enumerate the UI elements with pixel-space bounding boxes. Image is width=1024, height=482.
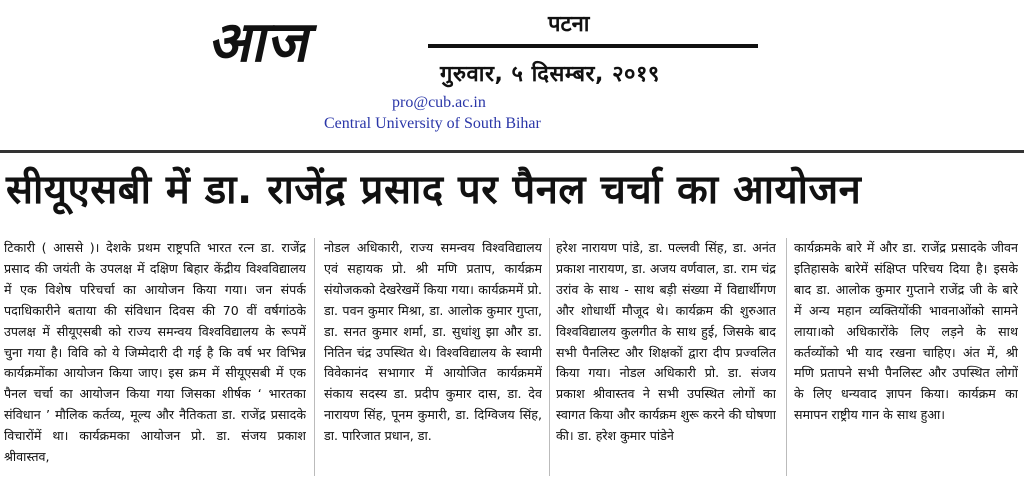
newspaper-masthead-logo <box>205 6 412 80</box>
edition-city: पटना <box>548 12 590 37</box>
column-divider <box>786 238 787 476</box>
article-column-2: नोडल अधिकारी, राज्य समन्वय विश्वविद्यालय एवं सहायक प्रो. श्री मणि प्रताप, कार्यक्रम संयोजकको देखरेखमें किया गया। कार्यक्रममें प्रो. डा. पवन कुमार मिश्रा, डा. आलोक कुमार गुप्ता, डा. सनत कुमार शर्मा, डा. सुधांशु झा और डा. नितिन चंद्र उपस्थित थे। विश्वविद्यालय के स्वामी विवेकानंद सभागार में आयोजित कार्यक्रममें संकाय सदस्य डा. प्रदीप कुमार दास, डा. देव नारायण सिंह, पूनम कुमारी, डा. दिग्विजय सिंह, डा. पारिजात प्रधान, डा. <box>324 240 542 444</box>
column-divider <box>314 238 315 476</box>
contact-email: pro@cub.ac.in <box>392 94 486 111</box>
article-column-3: हरेश नारायण पांडे, डा. पल्लवी सिंह, डा. अनंत प्रकाश नारायण, डा. अजय वर्णवाल, डा. राम चंद्र उरांव के साथ - साथ बड़ी संख्या में विद्यार्थीगण और शोधार्थी मौजूद थे। कार्यक्रम की शुरुआत विश्वविद्यालय कुलगीत के साथ हुई, जिसके बाद सभी पैनलिस्ट और शिक्षकों द्वारा दीप प्रज्वलित किया गया। नोडल अधिकारी प्रो. डा. संजय प्रकाश श्रीवास्तव ने सभी उपस्थित लोगों का स्वागत किया और कार्यक्रम शुरू करने की घोषणा की। डा. हरेश कुमार पांडेने <box>556 240 776 444</box>
masthead-name: आज <box>205 10 320 75</box>
publication-date: गुरुवार, ५ दिसम्बर, २०१९ <box>440 62 660 87</box>
contact-organization: Central University of South Bihar <box>324 115 541 132</box>
headline-divider <box>0 150 1024 153</box>
article-headline: सीयूएसबी में डा. राजेंद्र प्रसाद पर पैनल चर्चा का आयोजन <box>6 167 862 213</box>
masthead-divider <box>428 44 758 48</box>
column-divider <box>549 238 550 476</box>
article-column-1: टिकारी ( आससे )। देशके प्रथम राष्ट्रपति भारत रत्न डा. राजेंद्र प्रसाद की जयंती के उपलक्ष में दक्षिण बिहार केंद्रीय विश्वविद्यालय में एक विशेष परिचर्चा का आयोजन किया गया। जन संपर्क पदाधिकारीने बताया की संविधान दिवस की 70 वीं वर्षगांठके उपलक्ष में सीयूएसबी को राज्य समन्वय विश्वविद्यालय के रूपमें चुना गया है। विवि को ये जिम्मेदारी दी गई है कि वर्ष भर विभिन्न कार्यक्रमोंका आयोजन किया जाए। इस क्रम में सीयूएसबी में एक पैनल चर्चा का आयोजन किया गया जिसका शीर्षक ‘ भारतका संविधान ’ मौलिक कर्तव्य, मूल्य और नैतिकता डा. राजेंद्र प्रसादके विचारोंमें था। कार्यक्रमका आयोजन प्रो. डा. संजय प्रकाश श्रीवास्तव, <box>4 240 306 465</box>
article-column-4: कार्यक्रमके बारे में और डा. राजेंद्र प्रसादके जीवन इतिहासके बारेमें संक्षिप्त परिचय दिया है। इसके बाद डा. आलोक कुमार गुप्ताने राजेंद्र जी के बारे में अन्य महान व्यक्तियोंकी भावनाओंको सामने लाया।को अधिकारोंके लिए लड़ने के साथ कर्तव्योंको भी याद रखना चाहिए। अंत में, श्री मणि प्रतापने सभी पैनलिस्ट और उपस्थित लोगों के लिए धन्यवाद ज्ञापन किया। कार्यक्रम का समापन राष्ट्रीय गान के साथ हुआ। <box>794 240 1018 423</box>
